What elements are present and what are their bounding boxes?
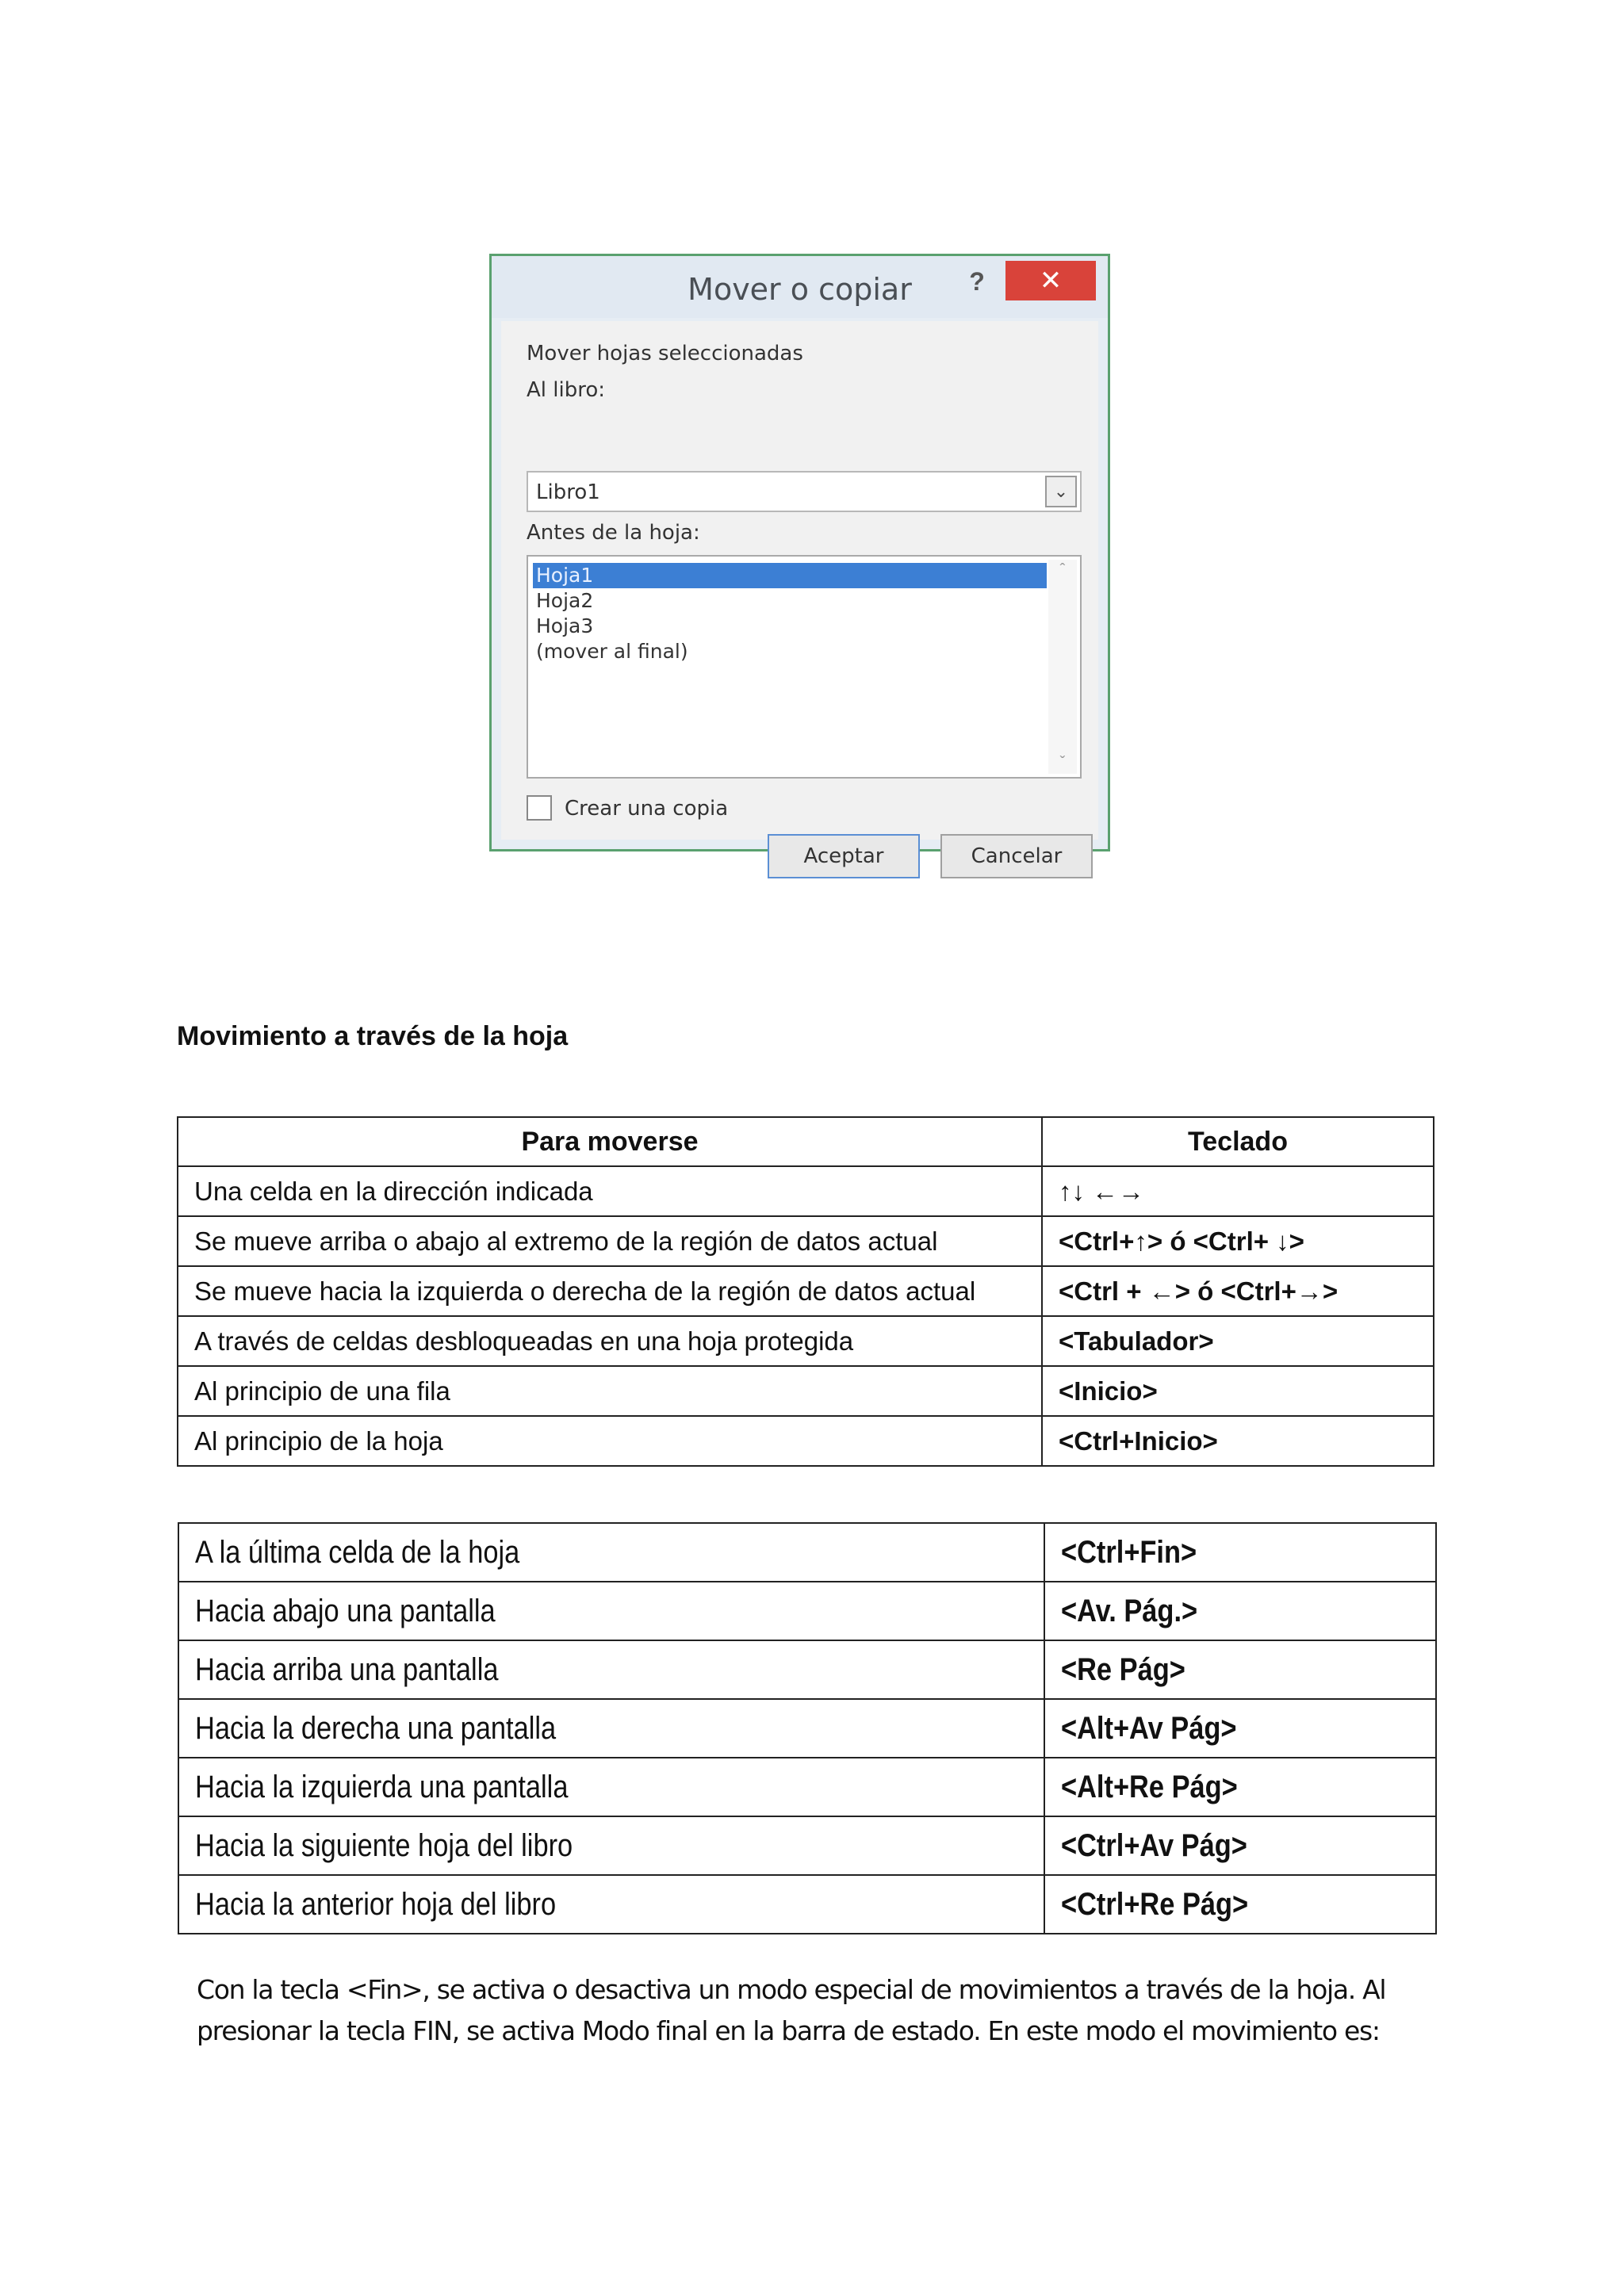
table-row: [178, 1166, 1434, 1216]
movement-table: [177, 1116, 1434, 1467]
paragraph-line: Con la tecla <Fin>, se activa o desactiva un modo especial de movimientos a través de la hoja. Al: [197, 1974, 1386, 2005]
table-cell-key: [1044, 1816, 1436, 1875]
table-cell-key: [1044, 1582, 1436, 1640]
action-text: Hacia la anterior hoja del libro: [195, 1886, 557, 1922]
section-heading: Movimiento a través de la hoja: [177, 1021, 569, 1051]
sheet-list[interactable]: [527, 555, 1082, 779]
table-row: [178, 1758, 1436, 1816]
action-text: Hacia la izquierda una pantalla: [195, 1769, 569, 1804]
table-cell-action: [178, 1640, 1044, 1699]
table-cell-action: [178, 1758, 1044, 1816]
column-header: Para moverse: [178, 1117, 1042, 1166]
sheet-list-item[interactable]: Hoja2: [536, 589, 594, 612]
action-text: A la última celda de la hoja: [195, 1534, 520, 1570]
book-select-value: Libro1: [536, 480, 600, 504]
table-cell-key: <Tabulador>: [1042, 1316, 1434, 1366]
column-header: Teclado: [1042, 1117, 1434, 1166]
before-sheet-label: Antes de la hoja:: [527, 521, 700, 545]
table-cell-key: [1044, 1699, 1436, 1758]
table-row: [178, 1216, 1434, 1266]
table-row: [178, 1266, 1434, 1316]
table-cell-key: [1044, 1640, 1436, 1699]
table-row: [178, 1816, 1436, 1875]
table-cell-action: [178, 1699, 1044, 1758]
table-row: [178, 1875, 1436, 1934]
table-cell-key: <Inicio>: [1042, 1366, 1434, 1416]
table-row: [178, 1699, 1436, 1758]
scrollbar[interactable]: [1048, 560, 1077, 774]
sheet-list-item[interactable]: Hoja3: [536, 614, 594, 637]
create-copy-label: Crear una copia: [565, 797, 729, 821]
table-cell-key: <Ctrl + ←> ó <Ctrl+→>: [1042, 1266, 1434, 1316]
key-text: <Alt+Av Pág>: [1061, 1710, 1237, 1746]
table-cell-action: [178, 1816, 1044, 1875]
key-text: <Alt+Re Pág>: [1061, 1769, 1238, 1804]
table-header-row: [178, 1117, 1434, 1166]
paragraph-line: presionar la tecla FIN, se activa Modo final en la barra de estado. En este modo el movimiento es:: [197, 2015, 1380, 2046]
key-text: <Ctrl+Re Pág>: [1061, 1886, 1249, 1922]
accept-button[interactable]: Aceptar: [768, 834, 920, 878]
table-cell-key: [1044, 1875, 1436, 1934]
book-select[interactable]: [527, 471, 1082, 512]
chevron-up-icon[interactable]: ˆ: [1059, 561, 1066, 579]
book-label: Al libro:: [527, 378, 606, 402]
sheet-list-item[interactable]: Hoja1: [533, 563, 1047, 588]
table-cell-action: [178, 1523, 1044, 1582]
action-text: Hacia abajo una pantalla: [195, 1593, 496, 1628]
move-copy-dialog: [489, 254, 1110, 868]
table-cell-action: Una celda en la dirección indicada: [178, 1166, 1042, 1216]
dialog-body: [501, 321, 1098, 868]
action-text: Hacia la siguiente hoja del libro: [195, 1827, 573, 1863]
action-text: Hacia arriba una pantalla: [195, 1651, 499, 1687]
table-cell-action: [178, 1875, 1044, 1934]
table-cell-key: ↑↓ ←→: [1042, 1166, 1434, 1216]
table-row: [178, 1582, 1436, 1640]
help-button[interactable]: ?: [969, 267, 985, 296]
chevron-down-icon[interactable]: ˇ: [1059, 754, 1066, 771]
key-text: <Ctrl+Av Pág>: [1061, 1827, 1247, 1863]
create-copy-checkbox[interactable]: [527, 795, 552, 821]
key-text: <Av. Pág.>: [1061, 1593, 1198, 1628]
section-label: Mover hojas seleccionadas: [527, 342, 803, 365]
table-row: [178, 1416, 1434, 1466]
table-cell-key: [1044, 1523, 1436, 1582]
key-text: <Ctrl+Fin>: [1061, 1534, 1197, 1570]
table-cell-key: <Ctrl+Inicio>: [1042, 1416, 1434, 1466]
dialog-title: Mover o copiar: [688, 272, 912, 307]
table-cell-key: <Ctrl+↑> ó <Ctrl+ ↓>: [1042, 1216, 1434, 1266]
key-text: <Re Pág>: [1061, 1651, 1185, 1687]
table-cell-action: Al principio de una fila: [178, 1366, 1042, 1416]
action-text: Hacia la derecha una pantalla: [195, 1710, 557, 1746]
movement-table-continued: [178, 1522, 1437, 1934]
table-row: [178, 1366, 1434, 1416]
table-row: [178, 1640, 1436, 1699]
table-row: [178, 1523, 1436, 1582]
cancel-button[interactable]: Cancelar: [940, 834, 1093, 878]
chevron-down-icon[interactable]: ⌄: [1045, 476, 1077, 507]
sheet-list-item[interactable]: (mover al final): [536, 640, 688, 663]
table-cell-action: Se mueve hacia la izquierda o derecha de la región de datos actual: [178, 1266, 1042, 1316]
table-cell-action: A través de celdas desbloqueadas en una hoja protegida: [178, 1316, 1042, 1366]
dialog-titlebar: [492, 256, 1108, 318]
table-cell-action: Se mueve arriba o abajo al extremo de la región de datos actual: [178, 1216, 1042, 1266]
table-cell-action: Al principio de la hoja: [178, 1416, 1042, 1466]
close-button[interactable]: ✕: [1005, 261, 1096, 300]
table-cell-key: [1044, 1758, 1436, 1816]
table-cell-action: [178, 1582, 1044, 1640]
body-paragraph: [197, 1969, 1434, 2052]
table-row: [178, 1316, 1434, 1366]
